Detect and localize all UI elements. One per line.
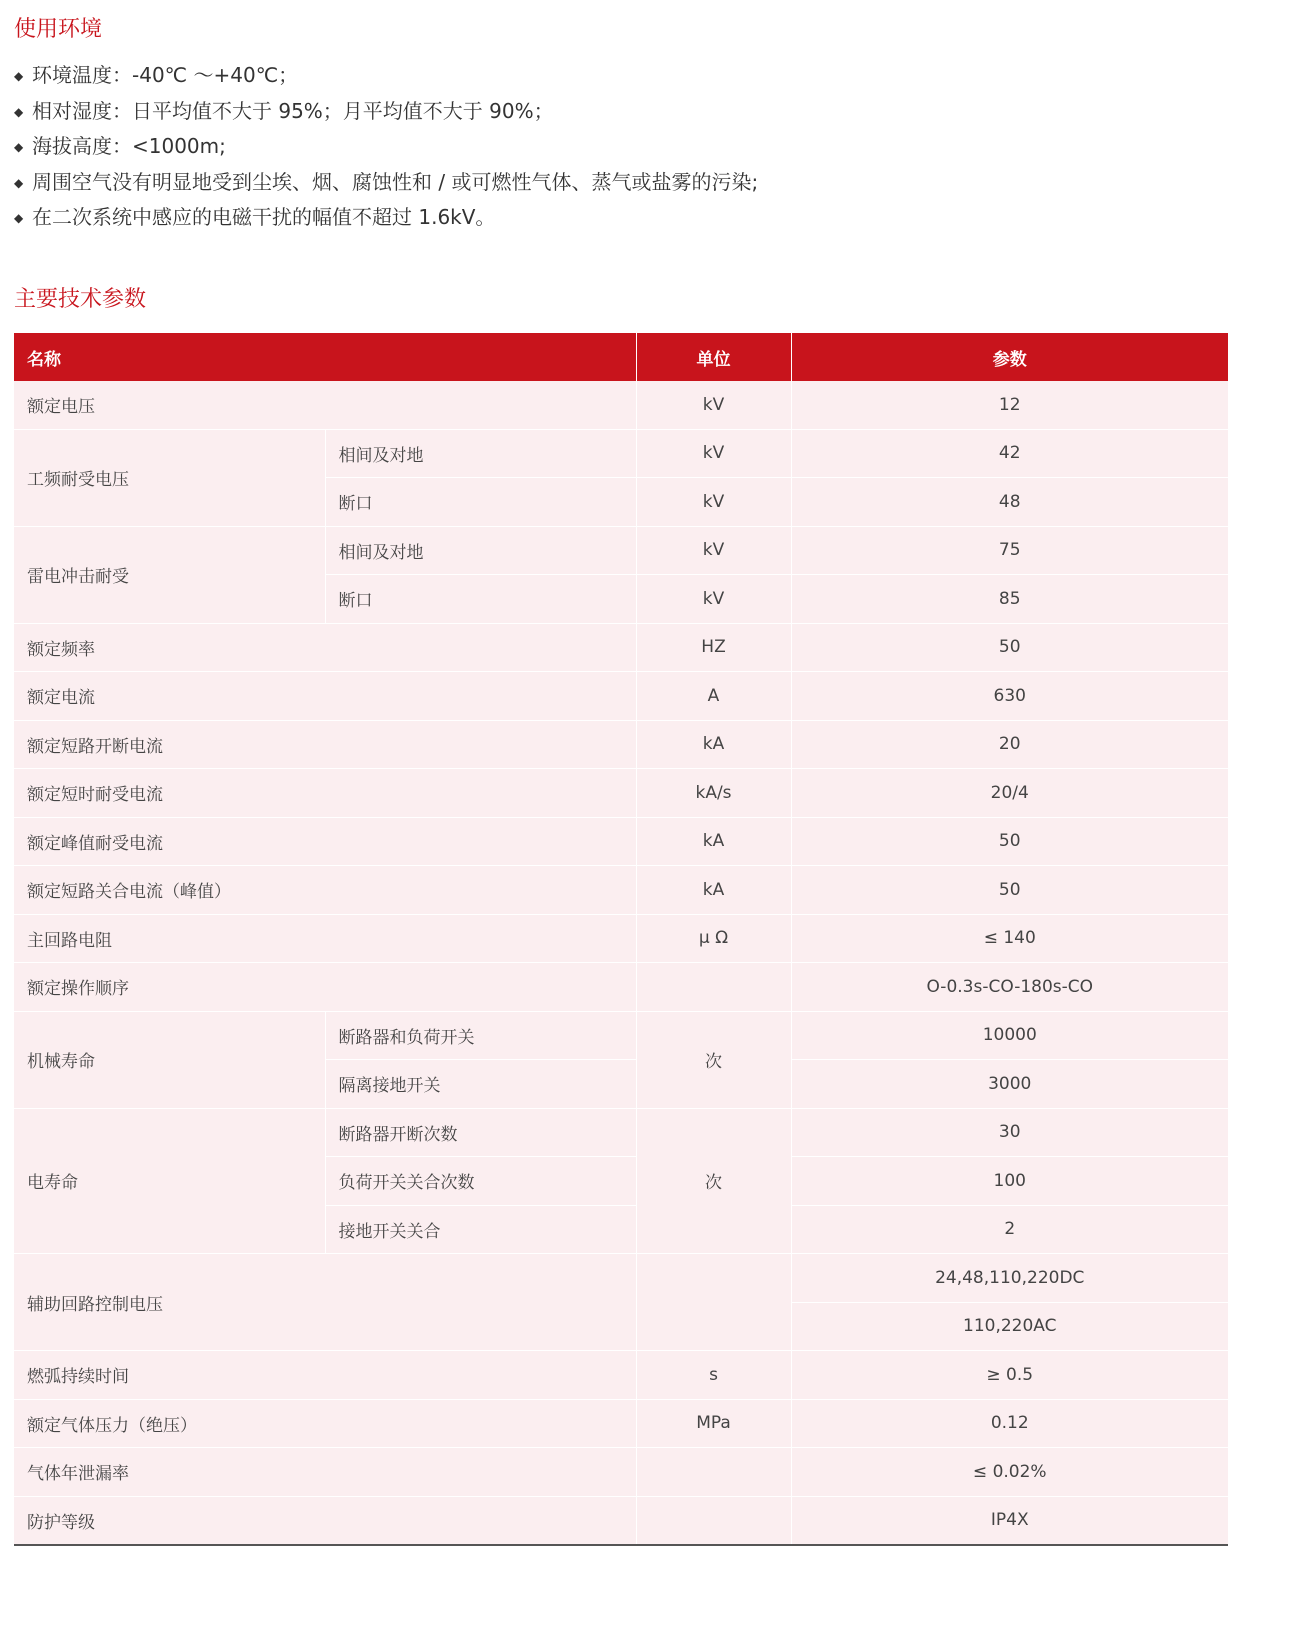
param-name: 额定电流: [14, 672, 636, 721]
param-name: 辅助回路控制电压: [14, 1254, 636, 1351]
table-row: [14, 1108, 1228, 1157]
table-row: [14, 1399, 1228, 1448]
env-list: [14, 58, 758, 236]
param-subname: 断口: [325, 478, 636, 527]
param-value: O-0.3s-CO-180s-CO: [791, 963, 1228, 1012]
param-value: IP4X: [791, 1496, 1228, 1545]
param-subname: 接地开关关合: [325, 1205, 636, 1254]
diamond-bullet-icon: ◆: [14, 104, 24, 119]
diamond-bullet-icon: ◆: [14, 211, 24, 225]
param-value: 100: [791, 1157, 1228, 1206]
param-unit: 次: [636, 1011, 791, 1108]
param-name: 额定短路关合电流（峰值）: [14, 866, 636, 915]
table-row: [14, 381, 1228, 429]
param-value: 110,220AC: [791, 1302, 1228, 1351]
param-subname: 断口: [325, 575, 636, 624]
param-unit: [636, 1496, 791, 1545]
header-name: 名称: [14, 333, 636, 381]
param-subname: 相间及对地: [325, 526, 636, 575]
list-item: ◆ 在二次系统中感应的电磁干扰的幅值不超过 1.6kV。: [14, 200, 758, 236]
param-value: 48: [791, 478, 1228, 527]
param-unit: kA/s: [636, 769, 791, 818]
param-value: 10000: [791, 1011, 1228, 1060]
param-value: 630: [791, 672, 1228, 721]
params-table: [14, 333, 1228, 1546]
table-row: [14, 914, 1228, 963]
table-row: [14, 963, 1228, 1012]
param-unit: kV: [636, 526, 791, 575]
param-unit: kV: [636, 575, 791, 624]
param-subname: 断路器和负荷开关: [325, 1011, 636, 1060]
param-unit: HZ: [636, 623, 791, 672]
table-row: [14, 429, 1228, 478]
diamond-bullet-icon: ◆: [14, 175, 24, 190]
param-unit: kA: [636, 720, 791, 769]
table-row: [14, 1011, 1228, 1060]
param-name: 工频耐受电压: [14, 429, 325, 526]
param-unit: kA: [636, 866, 791, 915]
table-row: [14, 1448, 1228, 1497]
param-value: 2: [791, 1205, 1228, 1254]
env-section-title: 使用环境: [14, 17, 103, 42]
table-row: [14, 623, 1228, 672]
list-item: ◆ 海拔高度：<1000m;: [14, 129, 758, 165]
list-item: ◆ 环境温度：-40℃ ～+40℃；: [14, 58, 758, 94]
param-value: 30: [791, 1108, 1228, 1157]
param-unit: A: [636, 672, 791, 721]
table-row: [14, 817, 1228, 866]
param-name: 电寿命: [14, 1108, 325, 1254]
param-name: 额定峰值耐受电流: [14, 817, 636, 866]
param-unit: kV: [636, 478, 791, 527]
table-row: [14, 1254, 1228, 1303]
param-name: 燃弧持续时间: [14, 1351, 636, 1400]
list-item: ◆ 相对湿度：日平均值不大于 95%；月平均值不大于 90%；: [14, 94, 758, 130]
param-subname: 断路器开断次数: [325, 1108, 636, 1157]
header-unit: 单位: [636, 333, 791, 381]
param-value: 42: [791, 429, 1228, 478]
param-unit: [636, 1254, 791, 1351]
diamond-bullet-icon: ◆: [14, 69, 24, 83]
table-header-row: [14, 333, 1228, 381]
param-name: 雷电冲击耐受: [14, 526, 325, 623]
param-name: 额定短时耐受电流: [14, 769, 636, 818]
param-name: 额定短路开断电流: [14, 720, 636, 769]
param-unit: 次: [636, 1108, 791, 1254]
param-name: 额定电压: [14, 381, 636, 429]
param-value: 3000: [791, 1060, 1228, 1109]
table-row: [14, 1351, 1228, 1400]
table-row: [14, 866, 1228, 915]
diamond-bullet-icon: ◆: [14, 140, 24, 154]
param-name: 额定气体压力（绝压）: [14, 1399, 636, 1448]
param-name: 主回路电阻: [14, 914, 636, 963]
param-subname: 相间及对地: [325, 429, 636, 478]
param-name: 机械寿命: [14, 1011, 325, 1108]
param-value: ≤ 0.02%: [791, 1448, 1228, 1497]
param-value: 50: [791, 866, 1228, 915]
param-value: 20/4: [791, 769, 1228, 818]
param-value: 24,48,110,220DC: [791, 1254, 1228, 1303]
table-row: [14, 1496, 1228, 1545]
param-unit: s: [636, 1351, 791, 1400]
param-value: 75: [791, 526, 1228, 575]
param-unit: [636, 963, 791, 1012]
param-value: 0.12: [791, 1399, 1228, 1448]
param-unit: kV: [636, 381, 791, 429]
param-unit: kA: [636, 817, 791, 866]
param-value: ≥ 0.5: [791, 1351, 1228, 1400]
table-row: [14, 769, 1228, 818]
table-row: [14, 720, 1228, 769]
param-value: 20: [791, 720, 1228, 769]
param-unit: [636, 1448, 791, 1497]
param-value: 85: [791, 575, 1228, 624]
param-name: 额定频率: [14, 623, 636, 672]
params-section-title: 主要技术参数: [14, 287, 147, 312]
table-row: [14, 526, 1228, 575]
param-name: 额定操作顺序: [14, 963, 636, 1012]
param-value: 12: [791, 381, 1228, 429]
param-value: ≤ 140: [791, 914, 1228, 963]
param-unit: kV: [636, 429, 791, 478]
table-row: [14, 672, 1228, 721]
param-unit: MPa: [636, 1399, 791, 1448]
header-value: 参数: [791, 333, 1228, 381]
param-name: 气体年泄漏率: [14, 1448, 636, 1497]
param-subname: 负荷开关关合次数: [325, 1157, 636, 1206]
param-value: 50: [791, 623, 1228, 672]
param-unit: μ Ω: [636, 914, 791, 963]
param-value: 50: [791, 817, 1228, 866]
param-name: 防护等级: [14, 1496, 636, 1545]
list-item: ◆ 周围空气没有明显地受到尘埃、烟、腐蚀性和 / 或可燃性气体、蒸气或盐雾的污染;: [14, 165, 758, 201]
param-subname: 隔离接地开关: [325, 1060, 636, 1109]
